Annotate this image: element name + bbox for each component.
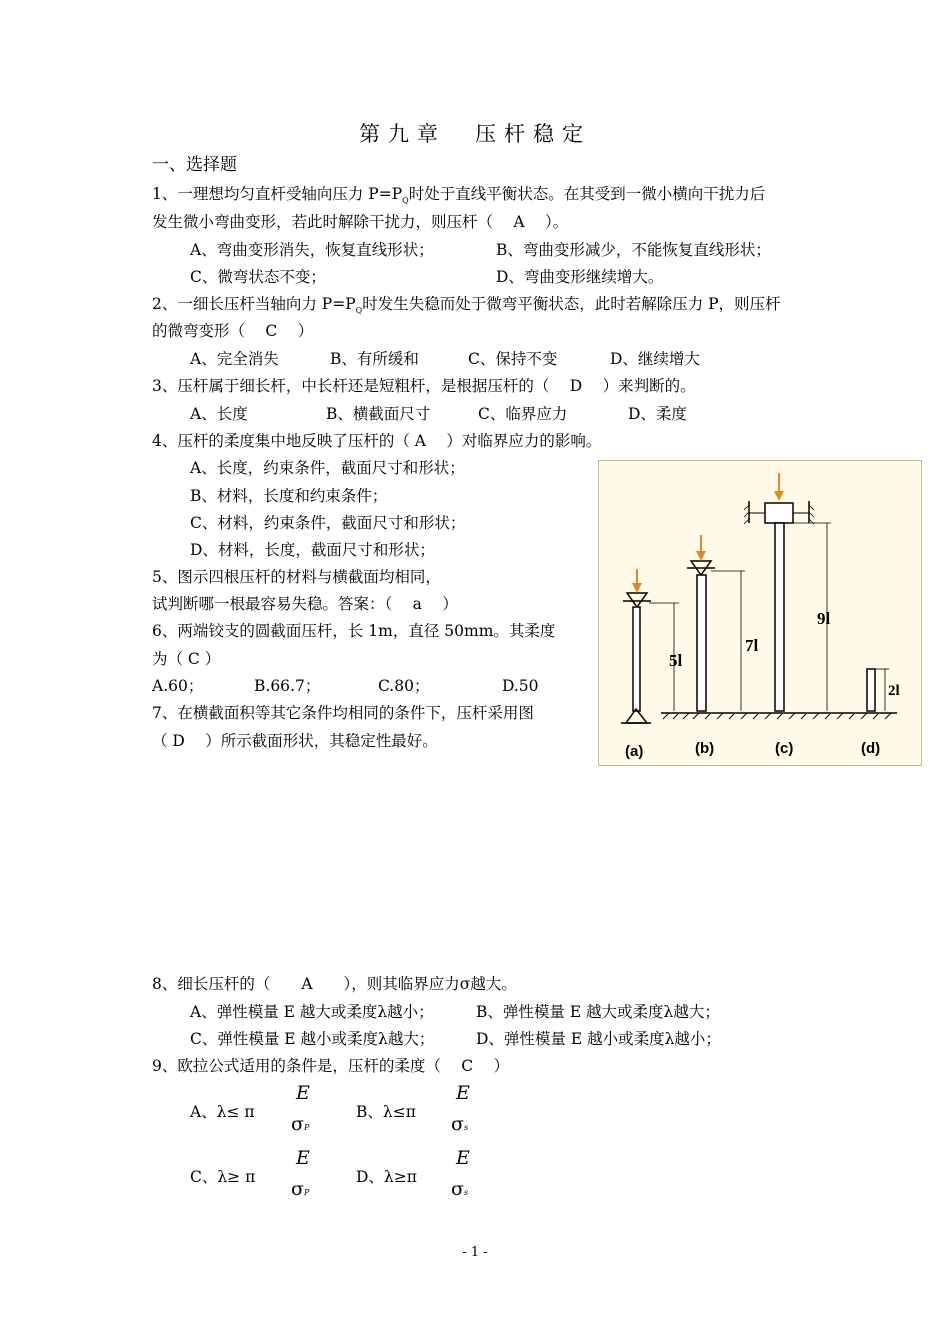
q4-option-a: A、长度，约束条件，截面尺寸和形状；	[190, 459, 465, 477]
q6-option-b: B.66.7；	[254, 677, 321, 695]
q9-d-denominator: σs	[451, 1178, 469, 1200]
q9-option-d: D、λ≥π	[356, 1168, 417, 1186]
q2-option-c: C、保持不变	[468, 350, 558, 368]
q5-line1: 5、图示四根压杆的材料与横截面均相同，	[152, 568, 441, 586]
q3-line1: 3、压杆属于细长杆，中长杆还是短粗杆，是根据压杆的（ D ）来判断的。	[152, 377, 696, 395]
q1-option-d: D、弯曲变形继续增大。	[496, 268, 664, 286]
caption-d: (d)	[861, 740, 881, 757]
q8-option-b: B、弹性模量 E 越大或柔度λ越大；	[476, 1003, 720, 1021]
q7-line1: 7、在横截面积等其它条件均相同的条件下，压杆采用图	[152, 704, 534, 722]
q8-option-a: A、弹性模量 E 越大或柔度λ越小；	[190, 1003, 434, 1021]
q6-line1: 6、两端铰支的圆截面压杆，长 1m，直径 50mm。其柔度	[152, 622, 556, 640]
q6-option-c: C.80；	[378, 677, 430, 695]
q9-a-denominator: σP	[291, 1113, 310, 1135]
caption-c: (c)	[775, 740, 794, 757]
label-2l: 2l	[888, 683, 900, 699]
q4-option-c: C、材料，约束条件，截面尺寸和形状；	[190, 514, 466, 532]
load-arrowhead-b	[696, 551, 706, 561]
q9-c-numerator: E	[296, 1147, 310, 1169]
label-7l: 7l	[745, 636, 759, 655]
q9-line1: 9、欧拉公式适用的条件是，压杆的柔度（ C ）	[152, 1057, 510, 1075]
column-a	[621, 569, 679, 723]
q8-line1: 8、细长压杆的（ A ），则其临界应力σ越大。	[152, 975, 517, 993]
q4-option-d: D、材料，长度，截面尺寸和形状；	[190, 541, 435, 559]
q3-option-a: A、长度	[190, 405, 248, 423]
q6-line2: 为（ C ）	[152, 650, 221, 668]
column-diagram	[599, 461, 921, 765]
q8-option-d: D、弹性模量 E 越小或柔度λ越小；	[476, 1030, 721, 1048]
q6-option-d: D.50	[502, 677, 539, 695]
section-heading: 一、选择题	[152, 155, 237, 175]
q1-line1: 1、一理想均匀直杆受轴向压力 $P=P_Q$时处于直线平衡状态。在其受到一微小横向干扰力后	[152, 185, 766, 205]
q8-option-c: C、弹性模量 E 越小或柔度λ越大；	[190, 1030, 435, 1048]
q2-line1: 2、一细长压杆当轴向力 $P=P_Q$时发生失稳而处于微弯平衡状态，此时若解除压力 P，则压杆	[152, 295, 781, 315]
q9-b-denominator: σs	[451, 1113, 469, 1135]
caption-b: (b)	[695, 740, 715, 757]
q9-option-c: C、λ≥ π	[190, 1168, 256, 1186]
column-d	[867, 669, 889, 711]
column-b	[687, 535, 745, 711]
q2-line2: 的微弯变形（ C ）	[152, 322, 314, 340]
q2-option-a: A、完全消失	[190, 350, 279, 368]
page-title: 第九章 压杆稳定	[359, 122, 591, 146]
column-figure	[598, 460, 922, 766]
q7-line2: （ D ）所示截面形状，其稳定性最好。	[152, 732, 438, 750]
q4-line1: 4、压杆的柔度集中地反映了压杆的（ A ）对临界应力的影响。	[152, 432, 602, 450]
q9-a-numerator: E	[296, 1082, 310, 1104]
load-arrowhead-c	[774, 491, 784, 501]
q4-option-b: B、材料，长度和约束条件；	[190, 487, 388, 505]
q3-option-c: C、临界应力	[478, 405, 568, 423]
q9-option-a: A、λ≤ π	[190, 1103, 255, 1121]
ground-hatch	[663, 713, 891, 719]
q1-line2: 发生微小弯曲变形，若此时解除干扰力，则压杆（ A ）。	[152, 213, 569, 231]
q2-option-d: D、继续增大	[610, 350, 700, 368]
q9-option-b: B、λ≤π	[356, 1103, 416, 1121]
q3-option-b: B、横截面尺寸	[326, 405, 431, 423]
q6-option-a: A.60；	[152, 677, 204, 695]
label-5l: 5l	[669, 651, 683, 670]
q1-option-c: C、微弯状态不变；	[190, 268, 326, 286]
label-9l: 9l	[817, 609, 831, 628]
q3-option-d: D、柔度	[628, 405, 687, 423]
q9-c-denominator: σP	[291, 1178, 310, 1200]
q9-d-numerator: E	[456, 1147, 470, 1169]
q1-option-a: A、弯曲变形消失，恢复直线形状；	[190, 241, 434, 259]
q1-option-b: B、弯曲变形减少，不能恢复直线形状；	[496, 241, 771, 259]
q5-line2: 试判断哪一根最容易失稳。答案：（ a ）	[152, 595, 458, 613]
caption-a: (a)	[625, 743, 644, 760]
column-c	[744, 473, 831, 711]
q9-b-numerator: E	[456, 1082, 470, 1104]
q2-option-b: B、有所缓和	[330, 350, 419, 368]
page-number: - 1 -	[462, 1245, 488, 1260]
load-arrowhead-a	[632, 583, 642, 593]
